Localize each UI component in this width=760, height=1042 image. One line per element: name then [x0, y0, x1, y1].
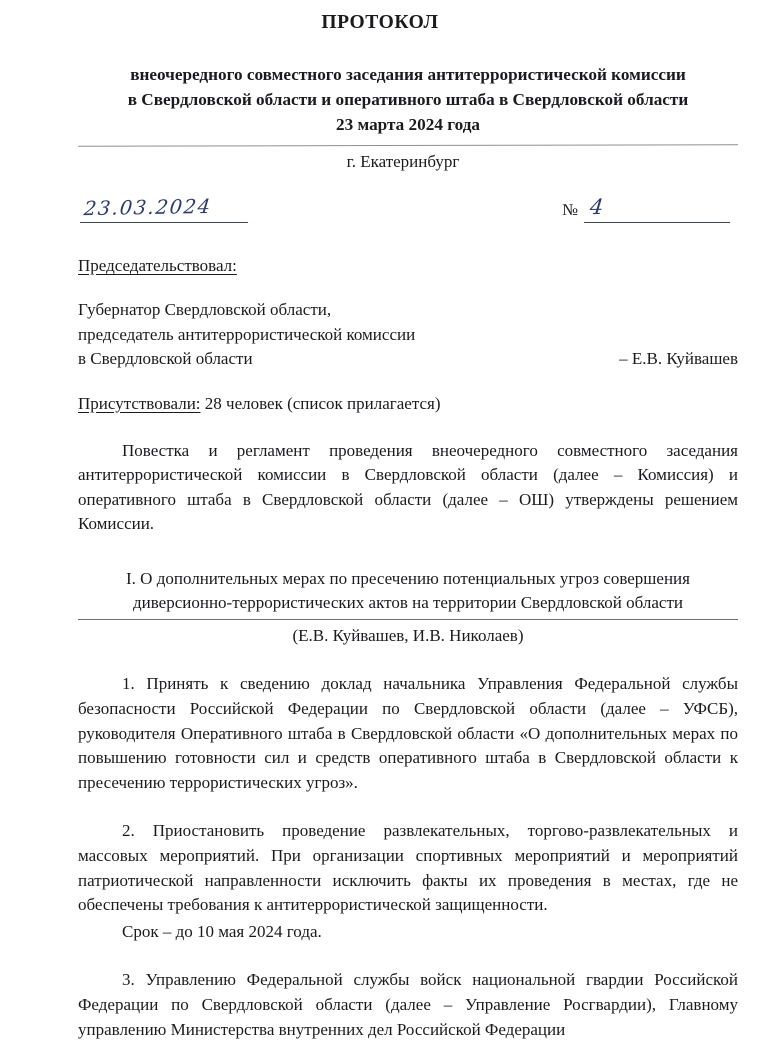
attendance-label: Присутствовали: [78, 393, 201, 413]
chair-label-text: Председательствовал: [78, 256, 237, 275]
city-line: г. Екатеринбург [346, 152, 460, 171]
number-handwritten-value: 4 [588, 194, 605, 220]
section-one-heading [78, 567, 738, 649]
number-field[interactable] [584, 194, 730, 223]
document-subtitle [78, 62, 738, 137]
agenda-paragraph: Повестка и регламент проведения внеочередного совместного заседания антитеррористической комиссии в Свердловской области (далее – Комиссия) и оперативного штаба в Свердловской области (далее – ОШ) утверждены решением Комиссии. [78, 440, 738, 534]
attendance-line [78, 394, 738, 414]
chair-block [78, 298, 738, 372]
subtitle-line-1: внеочередного совместного заседания антитеррористической комиссии [130, 65, 686, 84]
section-item-1: 1. Принять к сведению доклад начальника Управления Федеральной службы безопасности Российской Федерации по Свердловской области (далее – УФСБ), руководителя Оперативного штаба в Свердловской области «О дополнительных мерах по повышению готовности сил и средств оперативного штаба в Свердловской области к пресечению террористических угроз». [78, 674, 738, 792]
attendance-value: 28 человек (список прилагается) [200, 393, 441, 413]
chair-line-2: председатель антитеррористической комиссии [78, 324, 416, 344]
section-heading-line-2: диверсионно-террористических актов на территории Свердловской области [78, 591, 738, 620]
page-title: ПРОТОКОЛ [321, 12, 439, 33]
section-item-2-deadline: Срок – до 10 мая 2024 года. [122, 921, 322, 941]
chair-label [78, 256, 738, 276]
chair-name: – Е.В. Куйвашев [619, 349, 738, 368]
date-field[interactable] [80, 194, 248, 223]
section-heading-line-1: I. О дополнительных мерах по пресечению потенциальных угроз совершения [126, 568, 690, 588]
number-group [562, 194, 730, 223]
subtitle-line-2: в Свердловской области и оперативного штаба в Свердловской области [127, 90, 689, 109]
section-item-2: 2. Приостановить проведение развлекательных, торгово-развлекательных и массовых мероприятий. При организации спортивных мероприятий и мероприятий патриотической направленности исключить факты их проведения в местах, где не обеспечены требования к антитеррористической защищенности. [78, 821, 738, 915]
section-item-3: 3. Управлению Федеральной службы войск национальной гвардии Российской Федерации по Свердловской области (далее – Управление Росгвардии), Главному управлению Министерства внутренних дел Российской Федерации [78, 970, 738, 1039]
registration-row [78, 194, 738, 240]
chair-line-3: в Свердловской области [78, 349, 253, 368]
chair-line-1: Губернатор Свердловской области, [78, 300, 332, 319]
number-symbol: № [562, 200, 578, 219]
date-handwritten-value: 23.03.2024 [82, 194, 213, 221]
title-divider [78, 144, 738, 146]
section-speakers: (Е.В. Куйвашев, И.В. Николаев) [292, 625, 524, 645]
subtitle-line-3: 23 марта 2024 года [336, 115, 480, 134]
